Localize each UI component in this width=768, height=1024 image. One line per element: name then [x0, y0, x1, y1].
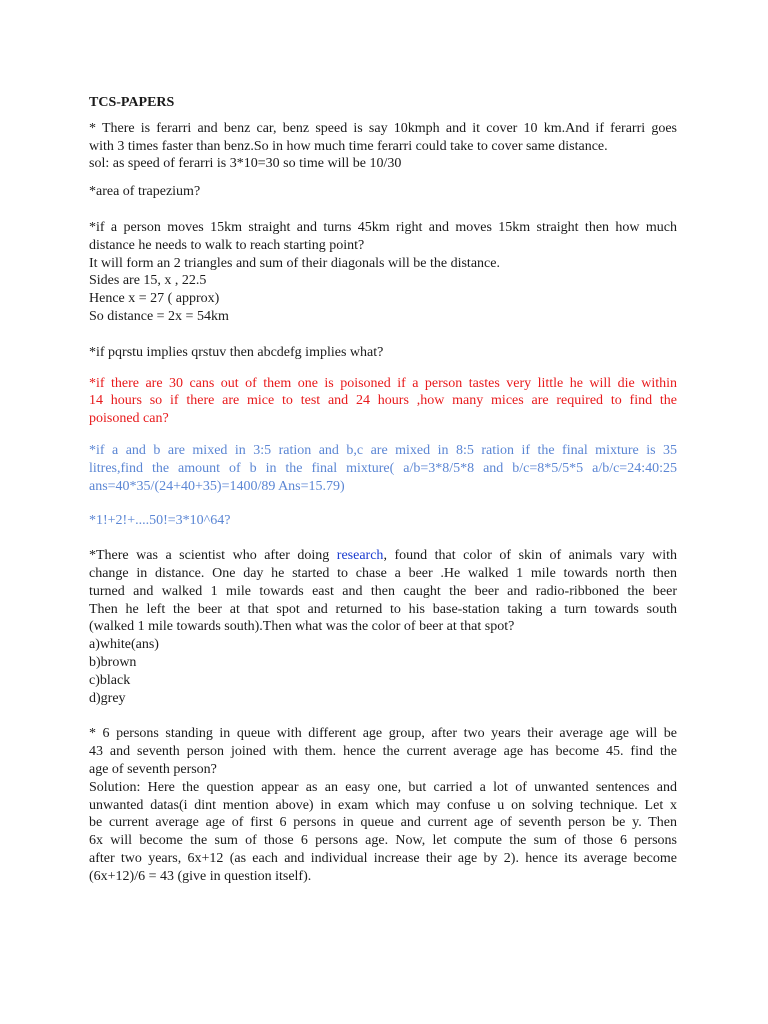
- text-line: sol: as speed of ferarri is 3*10=30 so time will be 10/30: [89, 156, 402, 172]
- text-line: turned and walked 1 mile towards east and then caught the beer and radio-ribboned the beer: [89, 583, 677, 599]
- text-line: * 6 persons standing in queue with different age group, after two years their average age will be: [89, 726, 677, 742]
- text-fragment: *There was a scientist who after doing: [89, 548, 337, 564]
- text-line: Sides are 15, x , 22.5: [89, 273, 207, 289]
- text-line: *area of trapezium?: [89, 184, 201, 200]
- question-ferrari-benz: [89, 120, 677, 173]
- text-line: after two years, 6x+12 (as each and individual increase their age by 2). hence its average become: [89, 850, 677, 866]
- text-line: 6x will become the sum of those 6 persons age. Now, let compute the sum of those 6 persons: [89, 833, 677, 849]
- text-line: age of seventh person?: [89, 761, 217, 777]
- text-line: Then he left the beer at that spot and returned to his base-station taking a turn towards south: [89, 601, 677, 617]
- text-line: ans=40*35/(24+40+35)=1400/89 Ans=15.79): [89, 478, 345, 494]
- question-poisoned-cans: [89, 375, 677, 428]
- text-line: litres,find the amount of b in the final mixture( a/b=3*8/5*8 and b/c=8*5/5*5 a/b/c=24:40:25: [89, 460, 677, 476]
- text-line: (walked 1 mile towards south).Then what was the color of beer at that spot?: [89, 619, 515, 635]
- text-line: It will form an 2 triangles and sum of their diagonals will be the distance.: [89, 255, 500, 271]
- text-line: Hence x = 27 ( approx): [89, 291, 220, 307]
- text-line: with 3 times faster than benz.So in how much time ferarri could take to cover same distance.: [89, 138, 608, 154]
- question-average-age: [89, 725, 677, 885]
- text-line: *if a person moves 15km straight and turns 45km right and moves 15km straight then how much: [89, 219, 677, 235]
- text-line: Solution: Here the question appear as an easy one, but carried a lot of unwanted sentences and: [89, 779, 677, 795]
- answer-option: b)brown: [89, 654, 137, 670]
- text-fragment: , found that color of skin of animals vary with: [383, 548, 677, 564]
- text-line: *if a and b are mixed in 3:5 ration and b,c are mixed in 8:5 ration if the final mixture is 35: [89, 442, 677, 458]
- text-line: be current average age of first 6 persons in queue and current age of seventh person be y. Then: [89, 815, 677, 831]
- answer-option: c)black: [89, 672, 131, 688]
- text-line: change in distance. One day he started to chase a beer .He walked 1 mile towards north then: [89, 565, 677, 581]
- text-line: unwanted datas(i dint mention above) in exam which may confuse u on solving technique. Let x: [89, 797, 677, 813]
- question-trapezium: [89, 183, 677, 201]
- document-title: TCS-PAPERS: [89, 95, 175, 110]
- text-line: [89, 547, 677, 565]
- text-line: (6x+12)/6 = 43 (give in question itself).: [89, 868, 312, 884]
- question-factorial-sum: [89, 512, 677, 530]
- research-link[interactable]: research: [336, 548, 384, 564]
- text-line: *if there are 30 cans out of them one is poisoned if a person tastes very little he will die within: [89, 375, 677, 391]
- question-person-distance: [89, 219, 677, 326]
- question-letter-pattern: [89, 344, 677, 362]
- text-line: 14 hours so if there are mice to test and 24 hours ,how many mices are required to find the: [89, 393, 677, 409]
- text-line: *if pqrstu implies qrstuv then abcdefg implies what?: [89, 344, 384, 360]
- text-line: 43 and seventh person joined with them. hence the current average age has become 45. find the: [89, 744, 677, 760]
- answer-option: d)grey: [89, 690, 126, 706]
- document-page: [89, 94, 677, 895]
- question-scientist-beer: [89, 547, 677, 707]
- answer-option: a)white(ans): [89, 637, 159, 653]
- text-line: So distance = 2x = 54km: [89, 308, 229, 324]
- text-line: * There is ferarri and benz car, benz speed is say 10kmph and it cover 10 km.And if ferarri goes: [89, 120, 677, 136]
- text-line: distance he needs to walk to reach starting point?: [89, 237, 365, 253]
- question-mixture: [89, 442, 677, 495]
- text-line: *1!+2!+....50!=3*10^64?: [89, 513, 231, 529]
- text-line: poisoned can?: [89, 411, 169, 427]
